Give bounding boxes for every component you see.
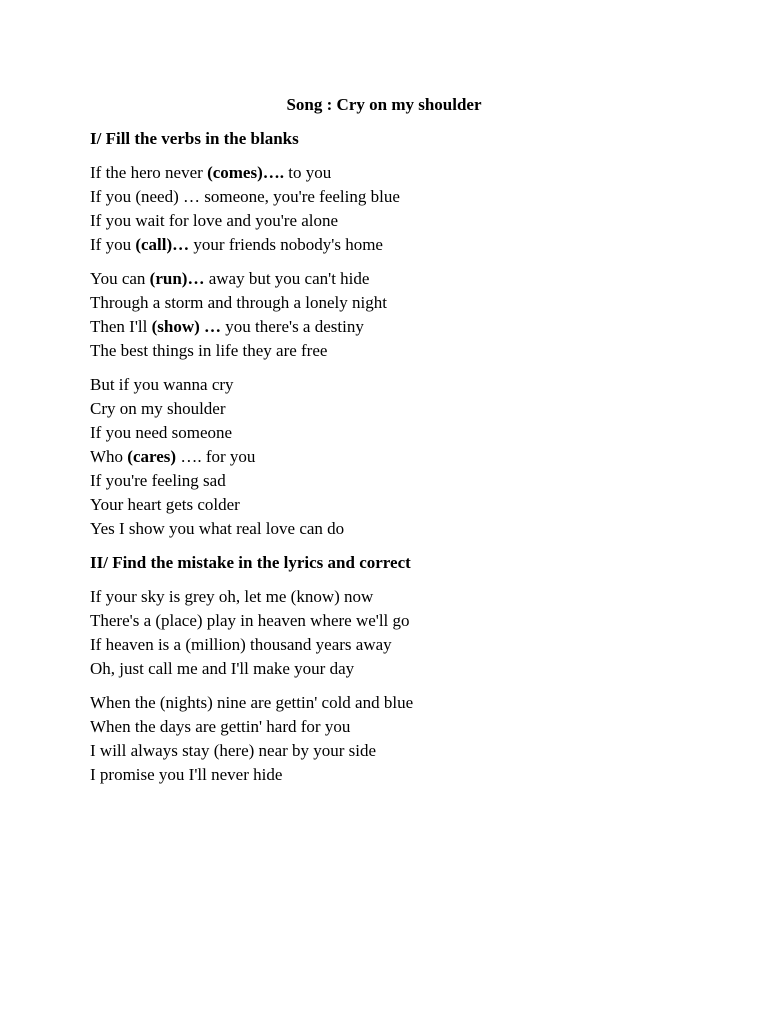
section1-lyrics <box>90 161 690 541</box>
lyric-line <box>90 209 690 233</box>
lyric-text: You can <box>90 269 150 288</box>
lyric-line <box>90 739 690 763</box>
lyric-text: When the days are gettin' hard for you <box>90 717 351 736</box>
lyric-text: There's a (place) play in heaven where we'll go <box>90 611 410 630</box>
lyric-text: to you <box>284 163 332 182</box>
lyric-line <box>90 339 690 363</box>
lyric-line <box>90 609 690 633</box>
lyric-text: If the hero never <box>90 163 208 182</box>
lyric-text: away but you can't hide <box>204 269 370 288</box>
verb-blank: (comes)…. <box>207 163 285 182</box>
lyric-line <box>90 691 690 715</box>
lyric-line <box>90 763 690 787</box>
page-title: Song : Cry on my shoulder <box>286 95 482 114</box>
lyric-line <box>90 315 690 339</box>
lyric-line <box>90 373 690 397</box>
lyric-text: Yes I show you what real love can do <box>90 519 345 538</box>
lyric-line <box>90 493 690 517</box>
lyric-line <box>90 715 690 739</box>
lyric-text: Then I'll <box>90 317 152 336</box>
lyric-text: Cry on my shoulder <box>90 399 226 418</box>
lyrics-stanza <box>90 161 690 257</box>
lyric-text: you there's a destiny <box>221 317 364 336</box>
verb-blank: (show) … <box>151 317 222 336</box>
lyric-line <box>90 445 690 469</box>
lyric-line <box>90 161 690 185</box>
lyric-text: Through a storm and through a lonely night <box>90 293 387 312</box>
lyric-text: Your heart gets colder <box>90 495 240 514</box>
lyric-line <box>90 421 690 445</box>
verb-blank: (cares) <box>127 447 177 466</box>
lyric-line <box>90 469 690 493</box>
lyric-line <box>90 517 690 541</box>
lyric-text: If you (need) … someone, you're feeling blue <box>90 187 400 206</box>
lyric-line <box>90 657 690 681</box>
section2-lyrics <box>90 585 690 787</box>
lyric-line <box>90 233 690 257</box>
lyric-text: your friends nobody's home <box>189 235 383 254</box>
verb-blank: (call)… <box>135 235 190 254</box>
lyric-text: I will always stay (here) near by your side <box>90 741 377 760</box>
lyric-text: If heaven is a (million) thousand years away <box>90 635 392 654</box>
lyric-text: When the (nights) nine are gettin' cold and blue <box>90 693 414 712</box>
lyric-text: But if you wanna cry <box>90 375 234 394</box>
lyric-text: …. for you <box>176 447 256 466</box>
lyric-line <box>90 585 690 609</box>
lyric-text: If you <box>90 235 136 254</box>
lyric-line <box>90 291 690 315</box>
lyric-text: If you wait for love and you're alone <box>90 211 339 230</box>
lyrics-stanza <box>90 585 690 681</box>
lyric-line <box>90 397 690 421</box>
lyric-line <box>90 185 690 209</box>
lyrics-stanza <box>90 691 690 787</box>
lyric-text: If you need someone <box>90 423 233 442</box>
lyrics-stanza <box>90 267 690 363</box>
verb-blank: (run)… <box>149 269 205 288</box>
section1-heading: I/ Fill the verbs in the blanks <box>90 129 299 148</box>
lyric-text: If your sky is grey oh, let me (know) now <box>90 587 374 606</box>
lyric-line <box>90 267 690 291</box>
lyric-line <box>90 633 690 657</box>
lyrics-stanza <box>90 373 690 541</box>
worksheet <box>90 93 690 797</box>
lyric-text: Oh, just call me and I'll make your day <box>90 659 355 678</box>
lyric-text: I promise you I'll never hide <box>90 765 283 784</box>
lyric-text: The best things in life they are free <box>90 341 328 360</box>
lyric-text: If you're feeling sad <box>90 471 226 490</box>
lyric-text: Who <box>90 447 128 466</box>
section2-heading: II/ Find the mistake in the lyrics and correct <box>90 553 411 572</box>
